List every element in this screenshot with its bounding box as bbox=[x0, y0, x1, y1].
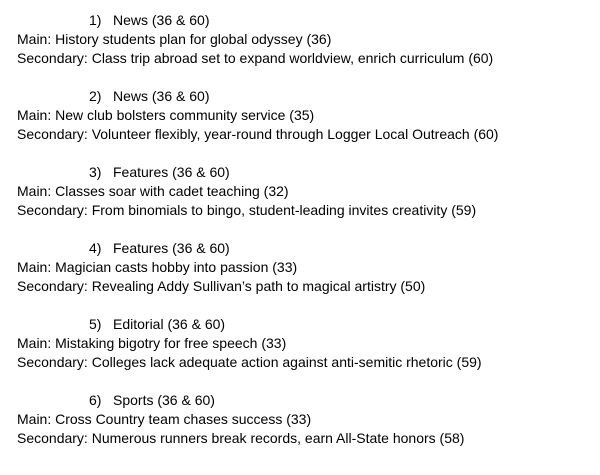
list-item bbox=[17, 391, 600, 448]
section-heading bbox=[17, 87, 600, 106]
section-label: Sports (36 & 60) bbox=[113, 392, 215, 408]
section-heading bbox=[17, 163, 600, 182]
main-headline: Main: Cross Country team chases success (33) bbox=[17, 411, 312, 427]
item-number: 3) bbox=[89, 164, 102, 180]
list-item bbox=[17, 163, 600, 220]
main-headline: Main: Classes soar with cadet teaching (32) bbox=[17, 183, 289, 199]
list-item bbox=[17, 239, 600, 296]
main-headline: Main: New club bolsters community service (35) bbox=[17, 107, 315, 123]
secondary-headline: Secondary: Class trip abroad set to expand worldview, enrich curriculum (60) bbox=[17, 50, 494, 66]
section-heading bbox=[17, 315, 600, 334]
item-number: 4) bbox=[89, 240, 102, 256]
main-headline: Main: History students plan for global odyssey (36) bbox=[17, 31, 332, 47]
secondary-headline: Secondary: Colleges lack adequate action against anti-semitic rhetoric (59) bbox=[17, 354, 482, 370]
item-number: 5) bbox=[89, 316, 102, 332]
list-item bbox=[17, 11, 600, 68]
section-heading bbox=[17, 391, 600, 410]
section-heading bbox=[17, 11, 600, 30]
list-item bbox=[17, 87, 600, 144]
section-heading bbox=[17, 239, 600, 258]
item-number: 1) bbox=[89, 12, 102, 28]
main-headline: Main: Magician casts hobby into passion (33) bbox=[17, 259, 298, 275]
section-label: Features (36 & 60) bbox=[113, 240, 230, 256]
item-number: 2) bbox=[89, 88, 102, 104]
list-item bbox=[17, 315, 600, 372]
section-label: News (36 & 60) bbox=[113, 12, 210, 28]
section-label: Features (36 & 60) bbox=[113, 164, 230, 180]
secondary-headline: Secondary: Volunteer flexibly, year-round through Logger Local Outreach (60) bbox=[17, 126, 499, 142]
section-label: Editorial (36 & 60) bbox=[113, 316, 226, 332]
item-number: 6) bbox=[89, 392, 102, 408]
secondary-headline: Secondary: From binomials to bingo, student-leading invites creativity (59) bbox=[17, 202, 477, 218]
secondary-headline: Secondary: Revealing Addy Sullivan’s path to magical artistry (50) bbox=[17, 278, 426, 294]
section-label: News (36 & 60) bbox=[113, 88, 210, 104]
secondary-headline: Secondary: Numerous runners break records, earn All-State honors (58) bbox=[17, 430, 465, 446]
main-headline: Main: Mistaking bigotry for free speech (33) bbox=[17, 335, 287, 351]
